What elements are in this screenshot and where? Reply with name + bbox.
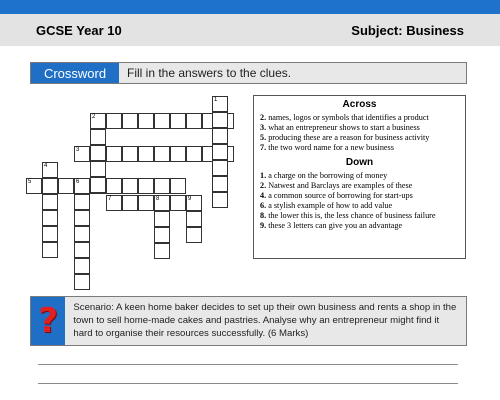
clue-item: 2. Natwest and Barclays are examples of these — [260, 181, 413, 190]
crossword-cell[interactable] — [90, 177, 106, 193]
clue-item: 9. these 3 letters can give you an advantage — [260, 221, 403, 230]
answer-line[interactable] — [38, 383, 458, 384]
crossword-cell[interactable] — [74, 274, 90, 290]
clue-item: 5. producing these are a reason for business activity — [260, 133, 430, 142]
crossword-cell[interactable] — [154, 227, 170, 243]
crossword-cell[interactable] — [186, 113, 202, 129]
clue-number: 4 — [44, 163, 48, 169]
crossword-cell[interactable] — [154, 178, 170, 194]
crossword-cell[interactable] — [138, 146, 154, 162]
crossword-tag: Crossword — [31, 63, 119, 83]
crossword-cell[interactable] — [90, 161, 106, 177]
crossword-cell[interactable] — [138, 178, 154, 194]
crossword-cell[interactable] — [42, 162, 58, 178]
crossword-cell[interactable] — [42, 178, 58, 194]
down-clues — [254, 171, 465, 231]
scenario-text: Scenario: A keen home baker decides to set up their own business and rents a shop in the town to sell home-made cakes and pastries. Analyse why an entrepreneur might find it hard to organise their resources successfully. (6 Marks) — [73, 302, 457, 339]
answer-line[interactable] — [38, 364, 458, 365]
crossword-instruction: Fill in the answers to the clues. — [127, 66, 292, 80]
page-header — [0, 14, 500, 46]
clues-panel — [253, 95, 466, 259]
crossword-cell[interactable] — [26, 178, 42, 194]
crossword-cell[interactable] — [74, 194, 90, 210]
crossword-cell[interactable] — [186, 195, 202, 211]
crossword-cell[interactable] — [212, 144, 228, 160]
clue-number: 7 — [108, 196, 112, 202]
crossword-cell[interactable] — [90, 145, 106, 161]
crossword-cell[interactable] — [106, 178, 122, 194]
crossword-cell[interactable] — [122, 178, 138, 194]
clue-number: 3 — [76, 147, 80, 153]
clue-item: 2. names, logos or symbols that identifies a product — [260, 113, 429, 122]
crossword-cell[interactable] — [170, 146, 186, 162]
crossword-cell[interactable] — [154, 211, 170, 227]
clue-number: 8 — [156, 196, 160, 202]
crossword-cell[interactable] — [122, 146, 138, 162]
crossword-cell[interactable] — [170, 113, 186, 129]
across-clues — [254, 113, 465, 153]
crossword-cell[interactable] — [154, 243, 170, 259]
clue-item: 7. the two word name for a new business — [260, 143, 394, 152]
year-label: GCSE Year 10 — [36, 22, 122, 38]
crossword-cell[interactable] — [138, 195, 154, 211]
clue-item: 8. the lower this is, the less chance of business failure — [260, 211, 436, 220]
clue-item: 1. a charge on the borrowing of money — [260, 171, 388, 180]
crossword-cell[interactable] — [212, 160, 228, 176]
crossword-cell[interactable] — [154, 146, 170, 162]
crossword-cell[interactable] — [106, 195, 122, 211]
down-heading: Down — [345, 157, 374, 168]
crossword-cell[interactable] — [90, 129, 106, 145]
crossword-cell[interactable] — [186, 227, 202, 243]
crossword-cell[interactable] — [42, 226, 58, 242]
crossword-cell[interactable] — [74, 146, 90, 162]
crossword-cell[interactable] — [212, 128, 228, 144]
crossword-cell[interactable] — [154, 113, 170, 129]
crossword-cell[interactable] — [74, 226, 90, 242]
clue-item: 6. a stylish example of how to add value — [260, 201, 393, 210]
subject-label: Subject: Business — [351, 22, 464, 38]
question-mark-icon: ? — [31, 297, 65, 345]
crossword-bar — [30, 62, 467, 84]
crossword-cell[interactable] — [74, 178, 90, 194]
crossword-cell[interactable] — [74, 258, 90, 274]
clue-number: 2 — [92, 114, 96, 120]
crossword-cell[interactable] — [42, 242, 58, 258]
across-heading: Across — [342, 99, 377, 110]
crossword-cell[interactable] — [186, 211, 202, 227]
crossword-cell[interactable] — [170, 178, 186, 194]
clue-number: 9 — [188, 196, 192, 202]
crossword-cell[interactable] — [122, 195, 138, 211]
clue-number: 1 — [214, 97, 218, 103]
crossword-cell[interactable] — [74, 242, 90, 258]
crossword-cell[interactable] — [212, 176, 228, 192]
crossword-cell[interactable] — [154, 195, 170, 211]
crossword-cell[interactable] — [106, 113, 122, 129]
crossword-cell[interactable] — [106, 146, 122, 162]
crossword-cell[interactable] — [122, 113, 138, 129]
crossword-cell[interactable] — [138, 113, 154, 129]
crossword-cell[interactable] — [212, 96, 228, 112]
clue-number: 6 — [76, 179, 80, 185]
scenario-box — [30, 296, 467, 346]
crossword-cell[interactable] — [90, 113, 106, 129]
clue-item: 4. a common source of borrowing for start-ups — [260, 191, 413, 200]
crossword-cell[interactable] — [42, 194, 58, 210]
top-accent-bar — [0, 0, 500, 14]
crossword-cell[interactable] — [58, 178, 74, 194]
crossword-cell[interactable] — [74, 210, 90, 226]
clue-item: 3. what an entrepreneur shows to start a business — [260, 123, 420, 132]
crossword-cell[interactable] — [42, 210, 58, 226]
clue-number: 5 — [28, 179, 32, 185]
crossword-cell[interactable] — [212, 112, 228, 128]
crossword-cell[interactable] — [212, 192, 228, 208]
crossword-cell[interactable] — [170, 195, 186, 211]
crossword-cell[interactable] — [186, 146, 202, 162]
